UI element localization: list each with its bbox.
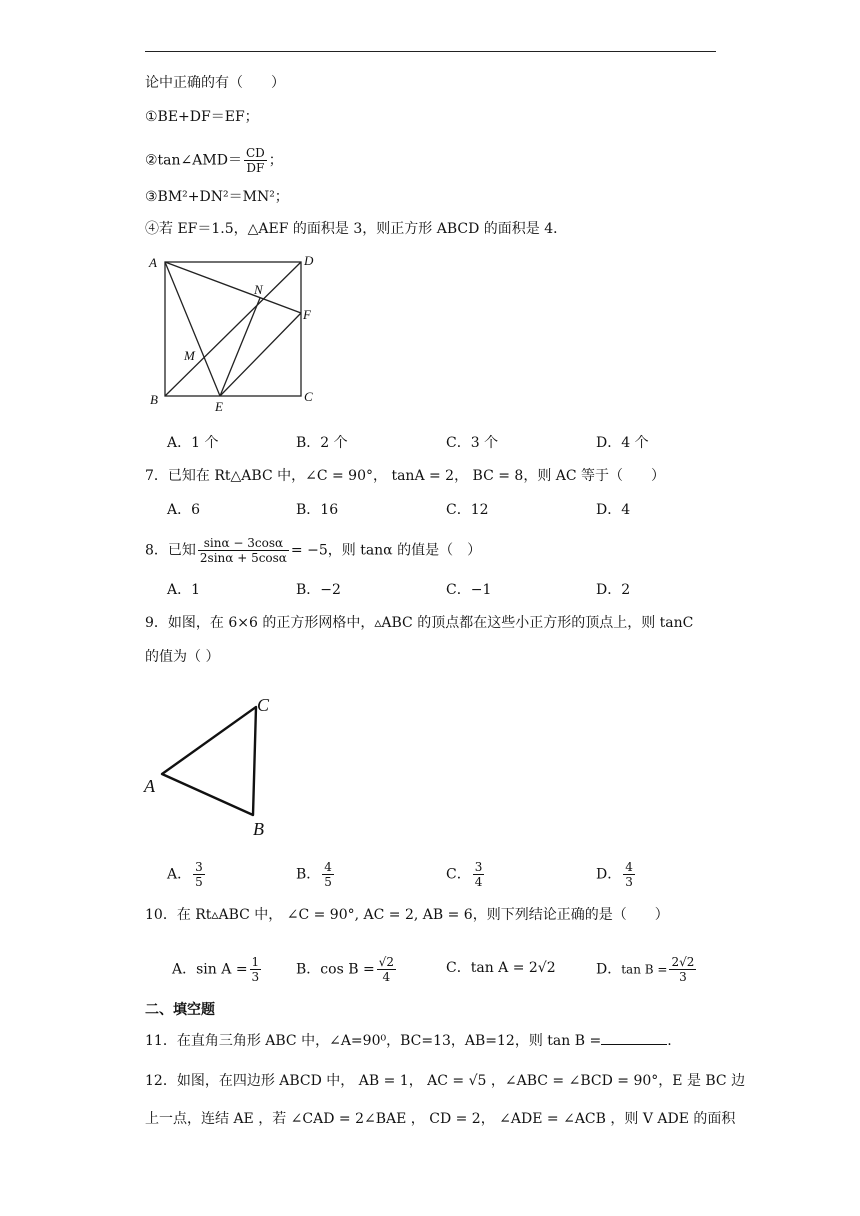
- triangle-label-a: A: [144, 776, 155, 796]
- q10-option-a-fraction: [250, 955, 262, 984]
- q8-numerator: sinα − 3cosα: [198, 536, 289, 551]
- q9-option-b-letter: B．: [296, 866, 321, 883]
- q6-s2-suffix: ；: [268, 152, 283, 169]
- q12-line2: 上一点，连结 AE ，若 ∠CAD = 2∠BAE ， CD = 2， ∠ADE = ∠ACB ，则 V ADE 的面积: [145, 1111, 736, 1127]
- q9-option-d-fraction: [623, 860, 635, 889]
- q9-option-a[interactable]: [167, 860, 207, 889]
- q9-option-d-num: 4: [625, 860, 633, 874]
- label-b: B: [150, 392, 158, 407]
- triangle-abc: [162, 707, 256, 815]
- q8-prefix: 8．已知: [145, 542, 196, 559]
- q9-option-a-num: 3: [195, 860, 203, 874]
- segment-ae: [165, 262, 220, 396]
- q10-option-d-fraction: [669, 955, 696, 984]
- q9-option-b-fraction: [322, 860, 334, 889]
- q11-text: 11．在直角三角形 ABC 中，∠A=90⁰，BC=13，AB=12，则 tan B =: [145, 1033, 602, 1049]
- q10-option-d-num: 2√2: [671, 955, 695, 969]
- q6-statement-3: ③BM²+DN²＝MN²；: [145, 189, 289, 205]
- q9-option-c-fraction: [473, 860, 485, 889]
- q6-s2-numerator: CD: [245, 146, 265, 160]
- label-a: A: [149, 255, 157, 270]
- triangle-label-b: B: [253, 819, 264, 839]
- section-fill-in-title: 二、填空题: [145, 1002, 215, 1018]
- q9-option-d[interactable]: [596, 860, 637, 889]
- label-d: D: [304, 253, 314, 268]
- q10-option-a-expr: sin A =: [196, 961, 248, 978]
- q10-option-b-letter: B．: [296, 961, 321, 978]
- label-e: E: [215, 399, 223, 414]
- q10-option-a-num: 1: [251, 955, 260, 969]
- q6-statement-4: ④若 EF＝1.5，△AEF 的面积是 3，则正方形 ABCD 的面积是 4．: [145, 221, 568, 237]
- q9-stem-line2: 的值为（ ）: [145, 649, 220, 665]
- q6-statement-2: [145, 146, 283, 175]
- q9-option-b-den: 5: [324, 875, 332, 889]
- q10-option-a-den: 3: [251, 970, 260, 984]
- q10-option-a-letter: A．: [172, 961, 197, 978]
- q8-stem: [145, 536, 481, 565]
- q8-option-d[interactable]: D．2: [596, 582, 631, 598]
- q10-option-b-expr: cos B =: [320, 961, 375, 978]
- q12-line1: 12．如图，在四边形 ABCD 中， AB = 1， AC = √5 ，∠ABC = ∠BCD = 90°，E 是 BC 边: [145, 1073, 746, 1089]
- q9-option-c-num: 3: [474, 860, 483, 874]
- segment-af: [165, 262, 301, 313]
- q10-option-d[interactable]: [596, 955, 698, 984]
- triangle-label-c: C: [257, 695, 270, 715]
- segment-en: [220, 298, 260, 396]
- q10-stem: 10．在 Rt▵ABC 中， ∠C = 90°, AC = 2, AB = 6，则下列结论正确的是（ ）: [145, 907, 669, 923]
- q9-option-b[interactable]: [296, 860, 336, 889]
- header-rule: [145, 51, 716, 52]
- q10-option-b[interactable]: [296, 955, 398, 984]
- q6-option-a[interactable]: A．1 个: [167, 435, 219, 451]
- q9-option-c-den: 4: [474, 875, 483, 889]
- q11-answer-blank[interactable]: [601, 1030, 667, 1045]
- label-m: M: [184, 348, 195, 363]
- q11-stem: [145, 1030, 672, 1051]
- q8-fraction: [198, 536, 289, 565]
- q6-intro: 论中正确的有（ ）: [145, 75, 285, 91]
- q10-option-b-fraction: [377, 955, 396, 984]
- label-n: N: [254, 282, 263, 297]
- q8-denominator: 2sinα + 5cosα: [199, 551, 287, 565]
- segment-ef: [220, 313, 301, 396]
- q6-statement-1: ①BE+DF＝EF；: [145, 109, 259, 125]
- q10-option-d-letter: D．: [596, 961, 622, 978]
- q9-option-a-letter: A．: [167, 866, 192, 883]
- q9-option-d-den: 3: [625, 875, 633, 889]
- q10-option-c[interactable]: [446, 958, 556, 978]
- q8-option-b[interactable]: B．−2: [296, 582, 341, 598]
- q8-option-a[interactable]: A．1: [167, 582, 201, 598]
- q11-end: .: [667, 1033, 672, 1049]
- q7-option-c[interactable]: C．12: [446, 502, 489, 518]
- q7-stem: 7．已知在 Rt△ABC 中，∠C = 90°， tanA = 2， BC = 8，则 AC 等于（ ）: [145, 468, 666, 484]
- q10-option-b-den: 4: [382, 970, 391, 984]
- q9-option-b-num: 4: [324, 860, 332, 874]
- q9-option-a-den: 5: [195, 875, 203, 889]
- q9-option-c[interactable]: [446, 860, 486, 889]
- q9-option-a-fraction: [193, 860, 205, 889]
- q10-option-d-expr: tan B =: [621, 962, 668, 977]
- q6-option-b[interactable]: B．2 个: [296, 435, 348, 451]
- q10-option-d-den: 3: [679, 970, 687, 984]
- q8-suffix: = −5，则 tanα 的值是（ ）: [290, 542, 482, 559]
- q10-option-c-letter: C．: [446, 960, 471, 976]
- q6-option-d[interactable]: D．4 个: [596, 435, 649, 451]
- q6-s2-prefix: ②tan∠AMD＝: [145, 152, 242, 169]
- q9-option-d-letter: D．: [596, 866, 622, 883]
- q9-option-c-letter: C．: [446, 866, 471, 883]
- q10-option-c-expr: tan A = 2√2: [470, 960, 556, 976]
- q7-option-a[interactable]: A．6: [167, 502, 201, 518]
- q6-s2-denominator: DF: [246, 161, 265, 175]
- q7-option-b[interactable]: B．16: [296, 502, 339, 518]
- q9-triangle-figure: [140, 690, 290, 840]
- q10-option-b-num: √2: [378, 955, 394, 969]
- q7-option-d[interactable]: D．4: [596, 502, 631, 518]
- q10-option-a[interactable]: [172, 955, 263, 984]
- q8-option-c[interactable]: C．−1: [446, 582, 492, 598]
- q9-stem-line1: 9．如图，在 6×6 的正方形网格中，▵ABC 的顶点都在这些小正方形的顶点上，则 tanC: [145, 615, 694, 631]
- label-f: F: [303, 307, 311, 322]
- diagonal-bd: [165, 262, 301, 396]
- q6-option-c[interactable]: C．3 个: [446, 435, 499, 451]
- label-c: C: [304, 389, 313, 404]
- q6-square-figure: [145, 250, 325, 416]
- q6-s2-fraction: [244, 146, 267, 175]
